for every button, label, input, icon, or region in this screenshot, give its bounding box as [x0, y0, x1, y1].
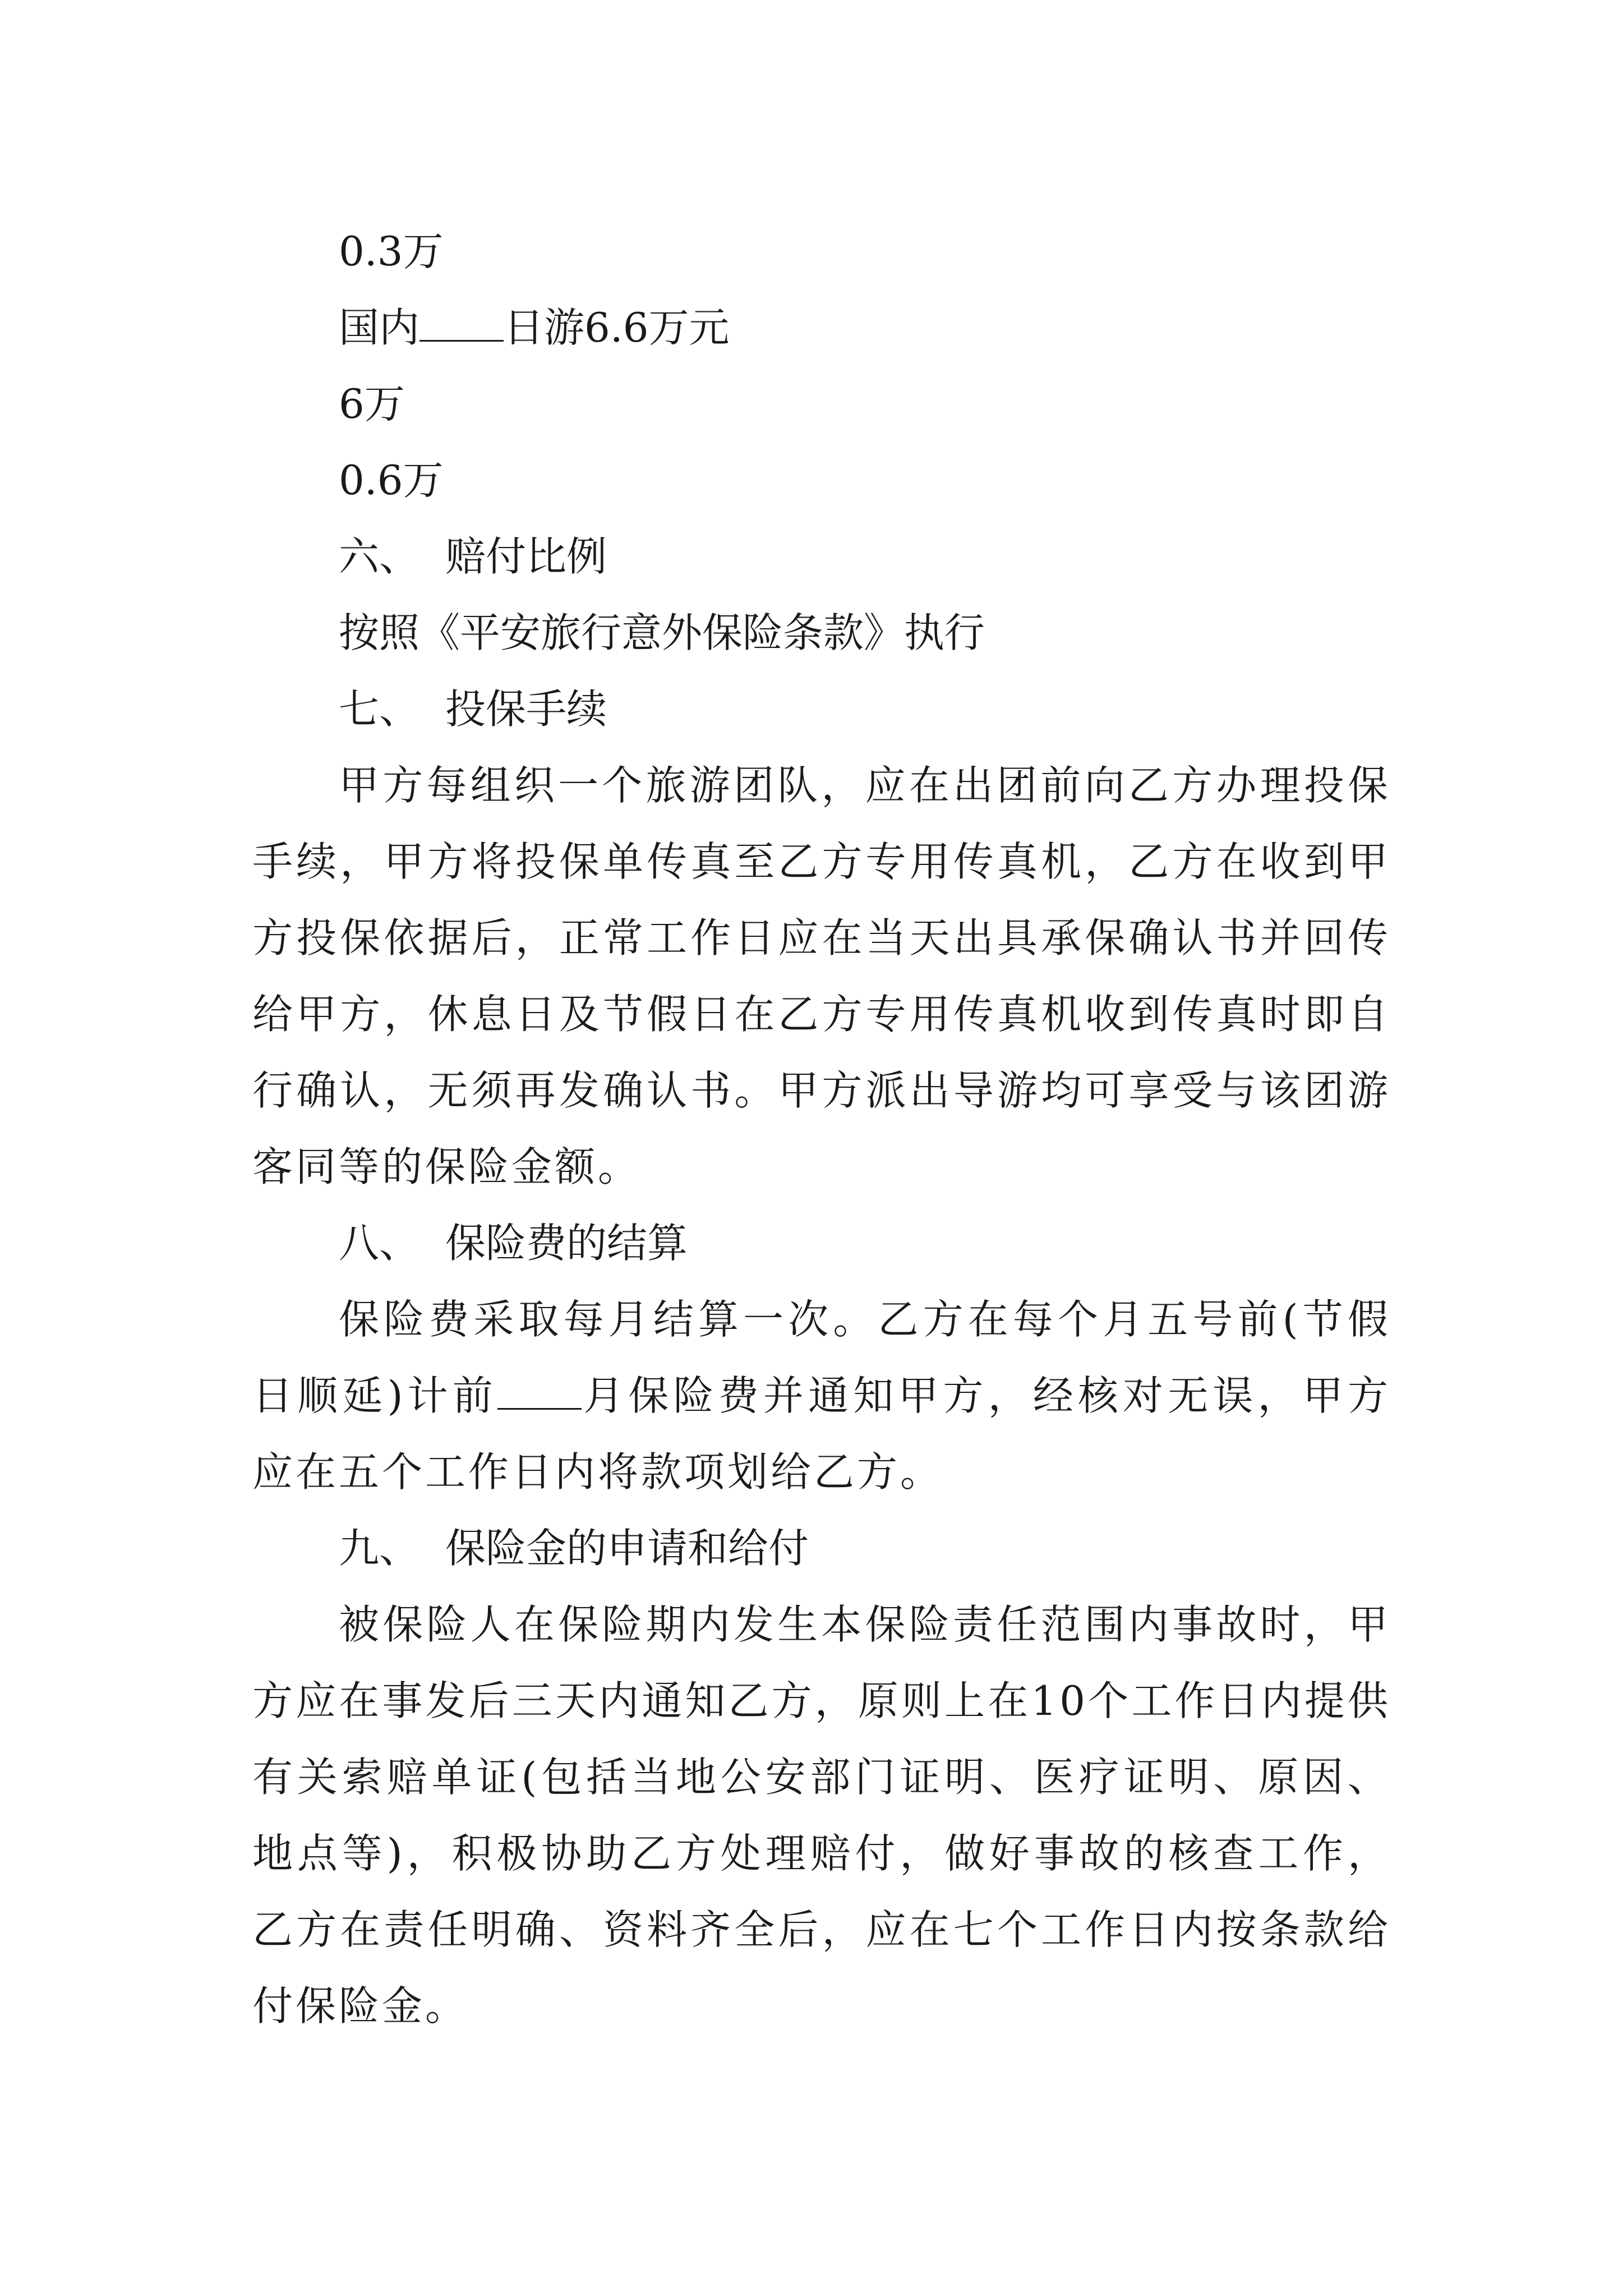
section-heading-9: [252, 1510, 1391, 1586]
section-title: 投保手续: [445, 685, 607, 733]
body-text: 保险费采取每月结算一次。乙方在每个月五号前(节假日顺延)计前: [252, 1296, 1391, 1419]
section-heading-8: [252, 1205, 1391, 1281]
amount-suffix: 日游6.6万元: [504, 304, 730, 351]
amount-line: 6万: [339, 380, 405, 427]
section-body-6: 按照《平安旅行意外保险条款》执行: [339, 609, 985, 656]
document-body: [252, 213, 1391, 2044]
amount-prefix: 国内: [339, 304, 420, 351]
section-title: 赔付比例: [445, 533, 607, 580]
section-body-8: [252, 1281, 1391, 1510]
section-heading-7: [252, 671, 1391, 747]
section-heading-6: [252, 518, 1391, 595]
section-number: 八、: [339, 1220, 420, 1267]
section-body-7: 甲方每组织一个旅游团队，应在出团前向乙方办理投保手续，甲方将投保单传真至乙方专用传真机，乙方在收到甲方投保依据后，正常工作日应在当天出具承保确认书并回传给甲方，休息日及节假日在乙方专用传真机收到传真时即自行确认，无须再发确认书。甲方派出导游均可享受与该团游客同等的保险金额。: [252, 762, 1391, 1190]
section-body-9: 被保险人在保险期内发生本保险责任范围内事故时，甲方应在事发后三天内通知乙方，原则上在10个工作日内提供有关索赔单证(包括当地公安部门证明、医疗证明、原因、地点等)，积极协助乙方处理赔付，做好事故的核查工作，乙方在责任明确、资料齐全后，应在七个工作日内按条款给付保险金。: [252, 1601, 1391, 2030]
fill-blank: [497, 1374, 582, 1410]
amount-line: 0.3万: [339, 228, 444, 275]
section-number: 九、: [339, 1525, 420, 1572]
body-text: 月保险费并通知甲方，经核对无误，甲方应在五个工作日内将款项划给乙方。: [252, 1372, 1391, 1496]
section-title: 保险费的结算: [445, 1220, 688, 1267]
fill-blank: [419, 306, 504, 342]
section-number: 七、: [339, 685, 420, 733]
section-title: 保险金的申请和给付: [445, 1525, 809, 1572]
section-number: 六、: [339, 533, 420, 580]
amount-line-domestic: [252, 289, 1391, 366]
amount-line: 0.6万: [339, 457, 444, 504]
